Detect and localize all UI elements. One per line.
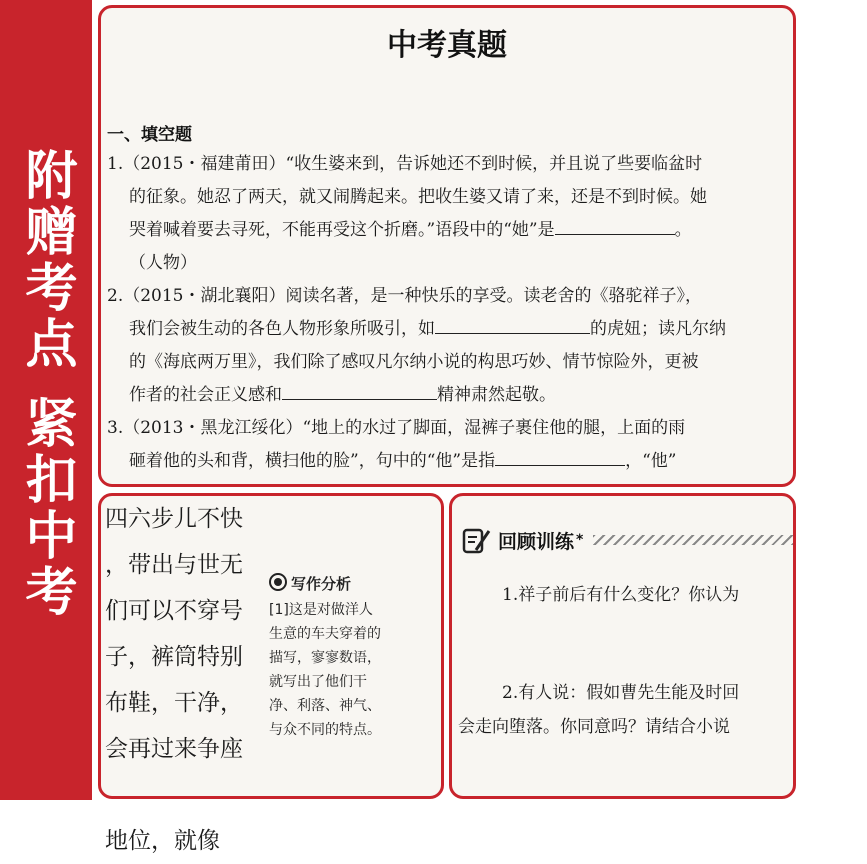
review-title: 回顾训练 xyxy=(498,530,575,553)
q1-line-2: 的征象。她忍了两天，就又闹腾起来。把收生婆又请了来，还是不到时候。她 xyxy=(129,187,707,207)
banner-line-2: 紧扣中考 xyxy=(16,396,76,620)
analysis-line: 生意的车夫穿着的 xyxy=(269,626,381,642)
page-title: 中考真题 xyxy=(387,28,507,63)
hatch-divider xyxy=(593,535,793,545)
analysis-line: 净、利落、神气、 xyxy=(269,698,381,714)
excerpt-line xyxy=(105,772,245,818)
excerpt-line: ，带出与世无 xyxy=(105,552,243,578)
q2-line-4-text-b: 精神肃然起敬。 xyxy=(437,385,556,405)
analysis-line: 与众不同的特点。 xyxy=(269,722,381,738)
q3-line-1: 3.（2013・黑龙江绥化）“地上的水过了脚面，湿裤子裹住他的腿，上面的雨 xyxy=(107,418,686,438)
target-icon xyxy=(269,573,287,591)
banner-line-1: 附赠考点 xyxy=(16,148,76,372)
q1-line-4: （人物） xyxy=(129,253,197,273)
excerpt-line: 布鞋，干净， xyxy=(105,690,243,716)
exam-questions-panel xyxy=(98,5,796,487)
q1-line-1: 1.（2015・福建莆田）“收生婆来到，告诉她还不到时候，并且说了些要临盆时 xyxy=(107,154,703,174)
analysis-title: 写作分析 xyxy=(291,575,352,593)
excerpt-line: 四六步儿不快 xyxy=(105,506,243,532)
left-banner xyxy=(0,0,92,800)
q2-line-2-text-b: 的虎妞；读凡尔纳 xyxy=(590,319,726,339)
writing-analysis-panel xyxy=(98,493,444,854)
answer-blank-2[interactable] xyxy=(435,315,590,334)
review-question-2-line-1: 2.有人说：假如曹先生能及时回 xyxy=(502,683,740,703)
section-heading: 一、填空题 xyxy=(107,125,192,145)
q2-line-4-text-a: 作者的社会正义感和 xyxy=(129,385,282,405)
q1-line-3 xyxy=(107,214,867,247)
notebook-pen-icon xyxy=(462,526,492,554)
review-training-panel xyxy=(449,493,796,799)
question-list xyxy=(107,148,867,478)
analysis-heading xyxy=(269,572,429,596)
q3-line-2-text-b: ，“他” xyxy=(625,451,677,471)
excerpt-line: 子，裤筒特别 xyxy=(105,644,243,670)
q2-line-2-text-a: 我们会被生动的各色人物形象所吸引，如 xyxy=(129,319,435,339)
q1-line-3-end: 。 xyxy=(674,220,692,240)
q2-line-3: 的《海底两万里》，我们除了感叹凡尔纳小说的构思巧妙、情节惊险外，更被 xyxy=(129,352,699,372)
q2-line-2 xyxy=(107,313,867,346)
banner-text xyxy=(14,148,78,620)
q2-line-1: 2.（2015・湖北襄阳）阅读名著，是一种快乐的享受。读老舍的《骆驼祥子》， xyxy=(107,286,702,306)
answer-blank-1[interactable] xyxy=(555,216,675,235)
excerpt-line: 会再过来争座 xyxy=(105,736,243,762)
answer-blank-4[interactable] xyxy=(495,447,625,466)
review-heading xyxy=(462,526,793,554)
answer-blank-3[interactable] xyxy=(282,381,437,400)
q2-line-4 xyxy=(107,379,867,412)
analysis-line: [1]这是对做洋人 xyxy=(269,602,373,618)
analysis-line: 描写，寥寥数语， xyxy=(269,650,381,666)
review-question-2 xyxy=(458,676,793,744)
analysis-box xyxy=(269,572,429,742)
q3-line-2-text-a: 砸着他的头和背，横扫他的脸”，句中的“他”是指 xyxy=(129,451,496,471)
excerpt-line: 地位，就像 xyxy=(105,828,220,854)
review-question-1: 1.祥子前后有什么变化？你认为 xyxy=(502,585,740,605)
excerpt-column xyxy=(105,496,245,864)
review-question-2-line-2: 会走向堕落。你同意吗？请结合小说 xyxy=(458,717,730,737)
q1-line-3-text: 哭着喊着要去寻死，不能再受这个折磨。”语段中的“她”是 xyxy=(129,220,555,240)
star-mark: * xyxy=(576,532,584,548)
q3-line-2 xyxy=(107,445,867,478)
analysis-line: 就写出了他们干 xyxy=(269,674,367,690)
excerpt-line: 们可以不穿号 xyxy=(105,598,243,624)
